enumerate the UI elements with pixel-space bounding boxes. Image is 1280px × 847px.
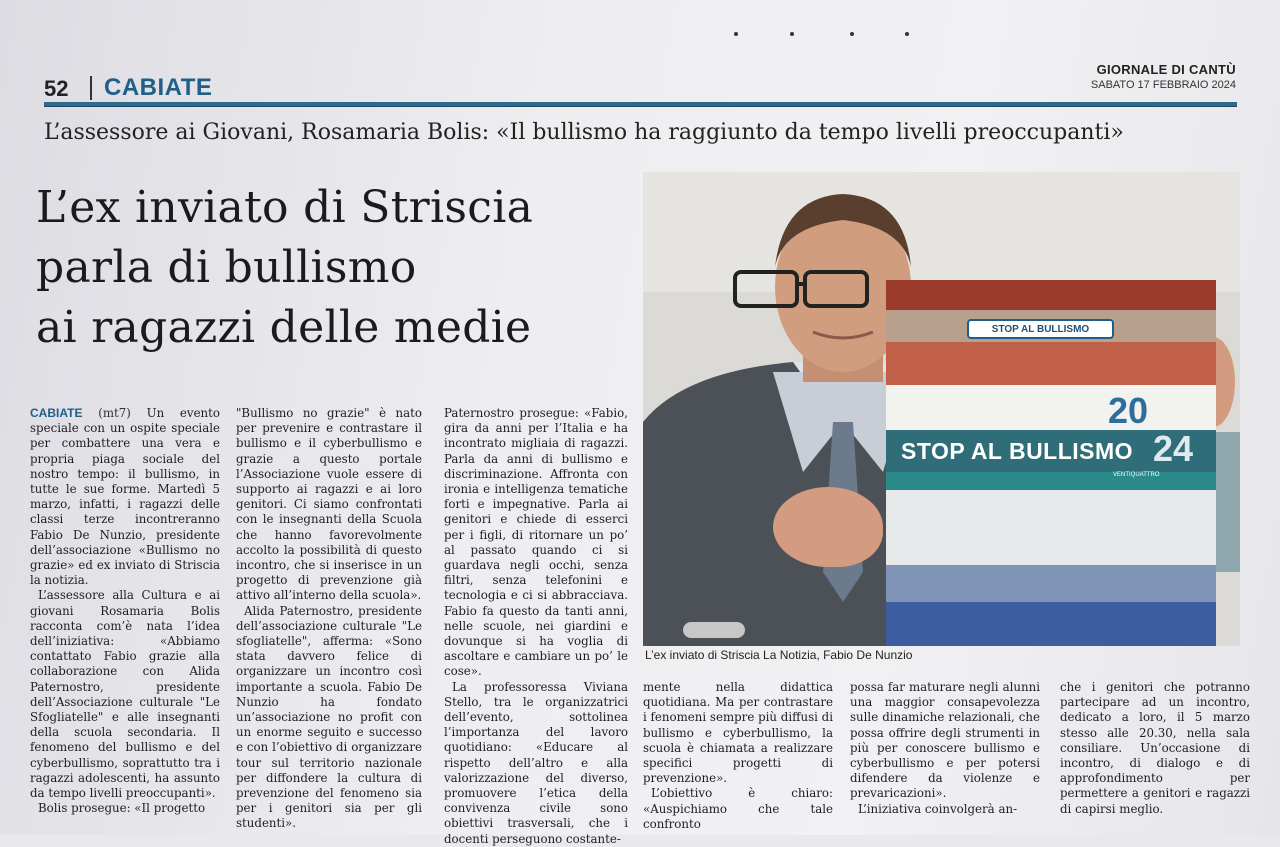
paragraph: L’obiettivo è chiaro: «Auspichiamo che tale confronto <box>643 786 833 831</box>
paragraph-text: Un evento speciale con un ospite speciale per combattere una vera e propria piaga sociale del nostro tempo: il bullismo, in tutte le sue forme. Martedì 5 marzo, infatti, i ragazzi delle classi terze incontreranno Fabio De Nunzio, presidente dell’associazione «Bullismo no grazie» ed ex inviato di Striscia la notizia. <box>30 406 220 588</box>
paragraph: possa far maturare negli alunni una maggior consapevolezza sulle dinamiche relazionali, che possa offrire degli strumenti in più per conoscere bullismo e cyberbullismo e per potersi difendere da violenze e prevaricazioni». <box>850 680 1040 801</box>
masthead <box>1091 62 1236 91</box>
article-body <box>30 406 1255 846</box>
paragraph: Bolis prosegue: «Il progetto <box>38 801 206 816</box>
issue-date: SABATO 17 FEBBRAIO 2024 <box>1090 79 1236 91</box>
paragraph: "Bullismo no grazie" è nato per prevenire e contrastare il bullismo e il cyberbullismo e grazie a questo portale l’Associazione vuole essere di supporto ai ragazzi e ai loro genitori. Ci siamo confrontati con le insegnanti della Scuola che hanno favorevolmente accolto la possibilità di questo incontro, che si inserisce in un progetto di prevenzione già attivo all’interno della scuola». <box>236 406 422 603</box>
paragraph: che i genitori che potranno partecipare ad un incontro, dedicato a loro, il 5 marzo stesso alle 20.30, nella sala consiliare. Un’occasione di incontro, di dialogo e di approfondimento per permettere a genitori e ragazzi di capirsi meglio. <box>1060 680 1250 816</box>
newspaper-name: GIORNALE DI CANTÙ <box>1096 62 1236 77</box>
page-number: 52 <box>44 76 69 101</box>
column-5 <box>850 680 1040 817</box>
header-separator <box>90 76 92 100</box>
dateline: CABIATE <box>30 406 83 420</box>
poster-banner-small: STOP AL BULLISMO <box>991 324 1090 335</box>
paragraph: mente nella didattica quotidiana. Ma per contrastare i fenomeni sempre più diffusi di bullismo e cyberbullismo, la scuola è chiamata a realizzare specifici progetti di prevenzione». <box>643 680 833 786</box>
column-3 <box>444 406 628 847</box>
section-title: CABIATE <box>104 74 213 101</box>
article-kicker: L’assessore ai Giovani, Rosamaria Bolis: «Il bullismo ha raggiunto da tempo livelli preoccupanti» <box>44 120 1124 145</box>
poster-year-top: 20 <box>1108 390 1149 431</box>
column-2 <box>236 406 422 832</box>
headline-line: ai ragazzi delle medie <box>36 302 532 353</box>
column-1 <box>30 406 220 816</box>
paragraph: L’iniziativa coinvolgerà an- <box>858 801 1018 816</box>
author-initials: (mt7) <box>98 406 131 420</box>
headline-line: parla di bullismo <box>36 242 417 293</box>
header-rule <box>44 102 1237 107</box>
headline-line: L’ex inviato di Striscia <box>36 182 534 233</box>
column-4 <box>643 680 833 832</box>
article-headline <box>36 178 636 358</box>
paragraph: Alida Paternostro, presidente dell’associazione culturale "Le sfogliatelle", afferma: «Sono stata davvero felice di organizzare un incontro così importante a scuola. Fabio De Nunzio ha fondato un’associazione no profit con un enorme seguito e successo e con l’obiettivo di organizzare tour sul territorio nazionale per diffondere la cultura di prevenzione del fenomeno sia per i genitori sia per gli studenti». <box>236 603 422 831</box>
poster-year-word: VENTIQUATTRO <box>1113 472 1160 478</box>
paragraph: Paternostro prosegue: «Fabio, gira da anni per l’Italia e ha incontrato migliaia di ragazzi. Parla da anni di bullismo e discriminazione. Affronta con ironia e intelligenza tematiche forti e impegnative. Parla ai genitori e chiede di esserci per i figli, di ritornare un po’ al passato quando ci si guardava negli occhi, senza filtri, senza telefonini e tecnologia e ci si abbracciava. Fabio fa questo da tanti anni, nelle scuole, nei giardini e dovunque si ha voglia di ascoltare e cambiare un po’ le cose». <box>444 406 628 679</box>
paragraph: L’assessore alla Cultura e ai giovani Rosamaria Bolis racconta com’è nata l’idea dell’iniziativa: «Abbiamo contattato Fabio grazie alla collaborazione con Alida Paternostro, presidente dell’Associazione culturale "Le Sfogliatelle" e alle insegnanti della scuola secondaria. Il fenomeno del bullismo e del cyberbullismo, soprattutto tra i ragazzi adolescenti, ha assunto da tempo livelli preoccupanti». <box>30 588 220 801</box>
decorative-dots <box>730 28 1030 38</box>
photo-caption: L’ex inviato di Striscia La Notizia, Fabio De Nunzio <box>645 648 913 662</box>
poster-year-bottom: 24 <box>1153 428 1194 469</box>
poster-banner-large: STOP AL BULLISMO <box>901 438 1134 464</box>
column-6 <box>1060 680 1250 817</box>
paragraph <box>30 406 220 588</box>
paragraph: La professoressa Viviana Stello, tra le organizzatrici dell’evento, sottolinea l’importanza del lavoro quotidiano: «Educare al rispetto dell’altro e alla valorizzazione del diverso, promuovere l’etica della convivenza civile sono obiettivi trasversali, che i docenti perseguono costante- <box>444 679 628 846</box>
